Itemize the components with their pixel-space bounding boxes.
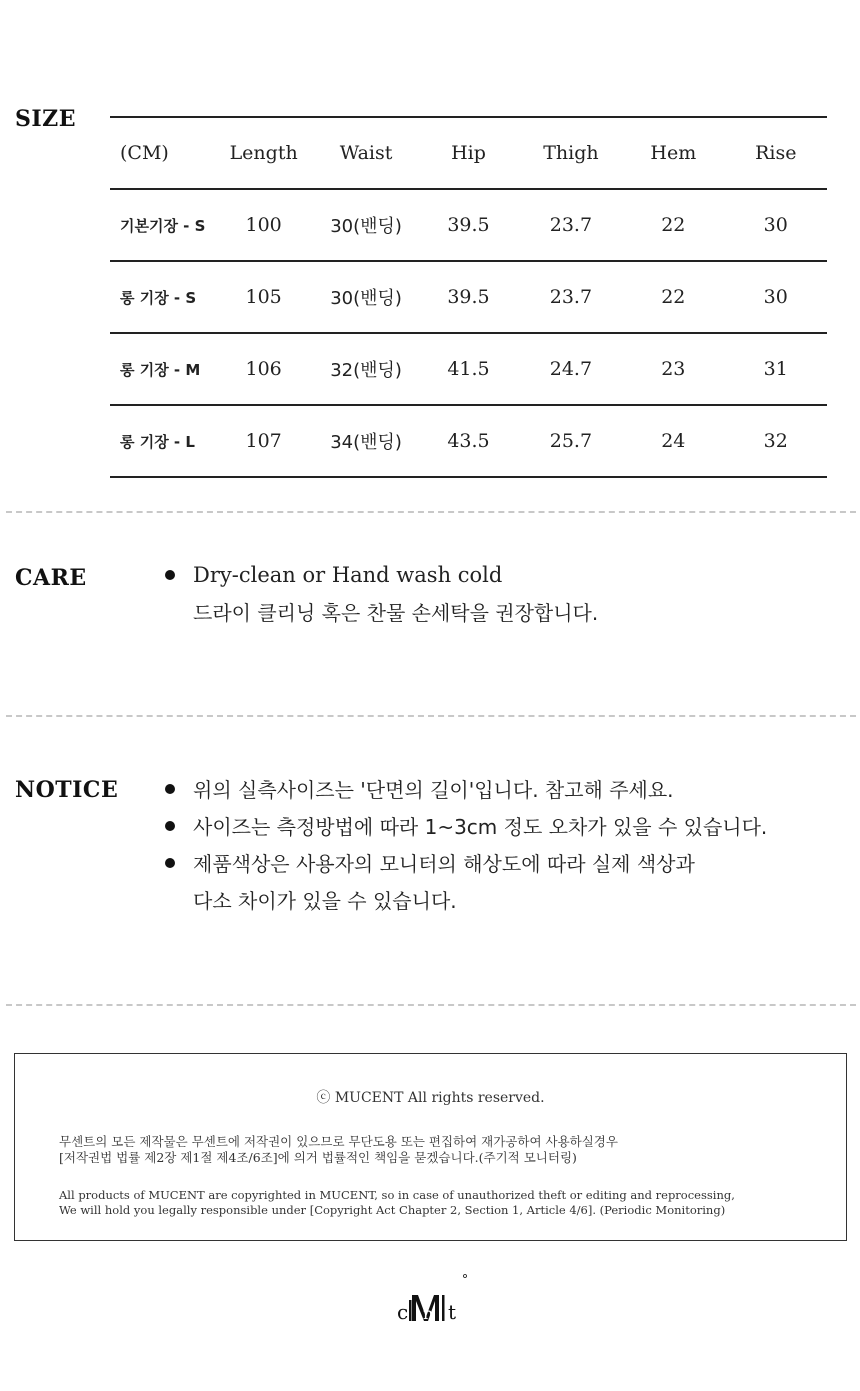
cell-hem: 22 [622,189,724,261]
list-item [165,807,767,844]
copyright-english-text [59,1188,839,1218]
cell-hip: 39.5 [417,261,519,333]
copyright-en-line: All products of MUCENT are copyrighted in MUCENT, so in case of unauthorized theft or editing and reprocessing, [59,1188,735,1202]
table-row [110,333,827,405]
cell-thigh: 23.7 [520,189,622,261]
care-section-title: CARE [15,565,87,591]
bullet-icon [165,821,175,831]
row-size-label: 기본기장 - S [110,189,212,261]
size-table [110,116,827,478]
cell-thigh: 23.7 [520,261,622,333]
row-size-label: 롱 기장 - S [110,261,212,333]
cell-length: 106 [212,333,314,405]
notice-list [165,770,767,918]
bullet-icon [165,858,175,868]
notice-text-continuation: 다소 차이가 있을 수 있습니다. [193,889,457,913]
header-unit: (CM) [110,117,212,189]
logo-letter-n: n [423,1304,434,1323]
header-rise: Rise [725,117,827,189]
copyright-header: ⓒ MUCENT All rights reserved. [316,1090,545,1106]
notice-text: 위의 실측사이즈는 '단면의 길이'입니다. 참고해 주세요. [193,778,674,802]
cell-waist: 34(밴딩) [315,405,417,477]
cell-hip: 41.5 [417,333,519,405]
cell-hip: 43.5 [417,405,519,477]
cell-rise: 30 [725,261,827,333]
logo-bar [409,1300,412,1321]
logo-letter-t: t [448,1300,457,1324]
cell-waist: 32(밴딩) [315,333,417,405]
header-hem: Hem [622,117,724,189]
cell-rise: 31 [725,333,827,405]
list-item [165,844,767,881]
cell-hem: 22 [622,261,724,333]
header-waist: Waist [315,117,417,189]
size-table-header-row [110,117,827,189]
mucent-logo-icon [395,1273,475,1333]
cell-waist: 30(밴딩) [315,189,417,261]
cell-length: 100 [212,189,314,261]
cell-hem: 24 [622,405,724,477]
notice-section-title: NOTICE [15,777,119,803]
care-instruction-en: Dry-clean or Hand wash cold [193,562,503,587]
row-size-label: 롱 기장 - L [110,405,212,477]
header-length: Length [212,117,314,189]
bullet-icon [165,570,175,580]
copyright-en-line: We will hold you legally responsible under [Copyright Act Chapter 2, Section 1, Article 4/6]. (Periodic Monitoring) [59,1203,726,1217]
table-row [110,405,827,477]
row-size-label: 롱 기장 - M [110,333,212,405]
cell-rise: 32 [725,405,827,477]
copyright-ko-line: 무센트의 모든 제작물은 무센트에 저작권이 있으므로 무단도용 또는 편집하여 재가공하여 사용하실경우 [59,1134,618,1149]
section-divider [6,1004,856,1006]
copyright-korean-text [59,1134,829,1166]
logo-graphic [395,1273,475,1333]
size-section-title: SIZE [15,106,77,132]
list-item-continuation [165,881,767,918]
care-list [165,556,598,630]
cell-rise: 30 [725,189,827,261]
cell-thigh: 25.7 [520,405,622,477]
logo-dot [464,1275,467,1278]
notice-text: 제품색상은 사용자의 모니터의 해상도에 따라 실제 색상과 [193,852,695,876]
care-instruction-ko: 드라이 클리닝 혹은 찬물 손세탁을 권장합니다. [193,601,599,625]
cell-hip: 39.5 [417,189,519,261]
table-row [110,261,827,333]
logo-bar [442,1295,445,1321]
cell-hem: 23 [622,333,724,405]
table-row [110,189,827,261]
cell-length: 105 [212,261,314,333]
cell-length: 107 [212,405,314,477]
notice-text: 사이즈는 측정방법에 따라 1~3cm 정도 오차가 있을 수 있습니다. [193,815,768,839]
bullet-icon [165,784,175,794]
list-item [165,770,767,807]
section-divider [6,715,856,717]
copyright-ko-line: [저작권법 법률 제2장 제1절 제4조/6조]에 의거 법률적인 책임을 묻겠습니다.(주기적 모니터링) [59,1150,577,1165]
cell-waist: 30(밴딩) [315,261,417,333]
cell-thigh: 24.7 [520,333,622,405]
list-item-continuation [165,593,598,630]
copyright-notice-box [14,1053,847,1241]
logo-letter-c: c [397,1300,409,1324]
section-divider [6,511,856,513]
list-item [165,556,598,593]
header-thigh: Thigh [520,117,622,189]
header-hip: Hip [417,117,519,189]
